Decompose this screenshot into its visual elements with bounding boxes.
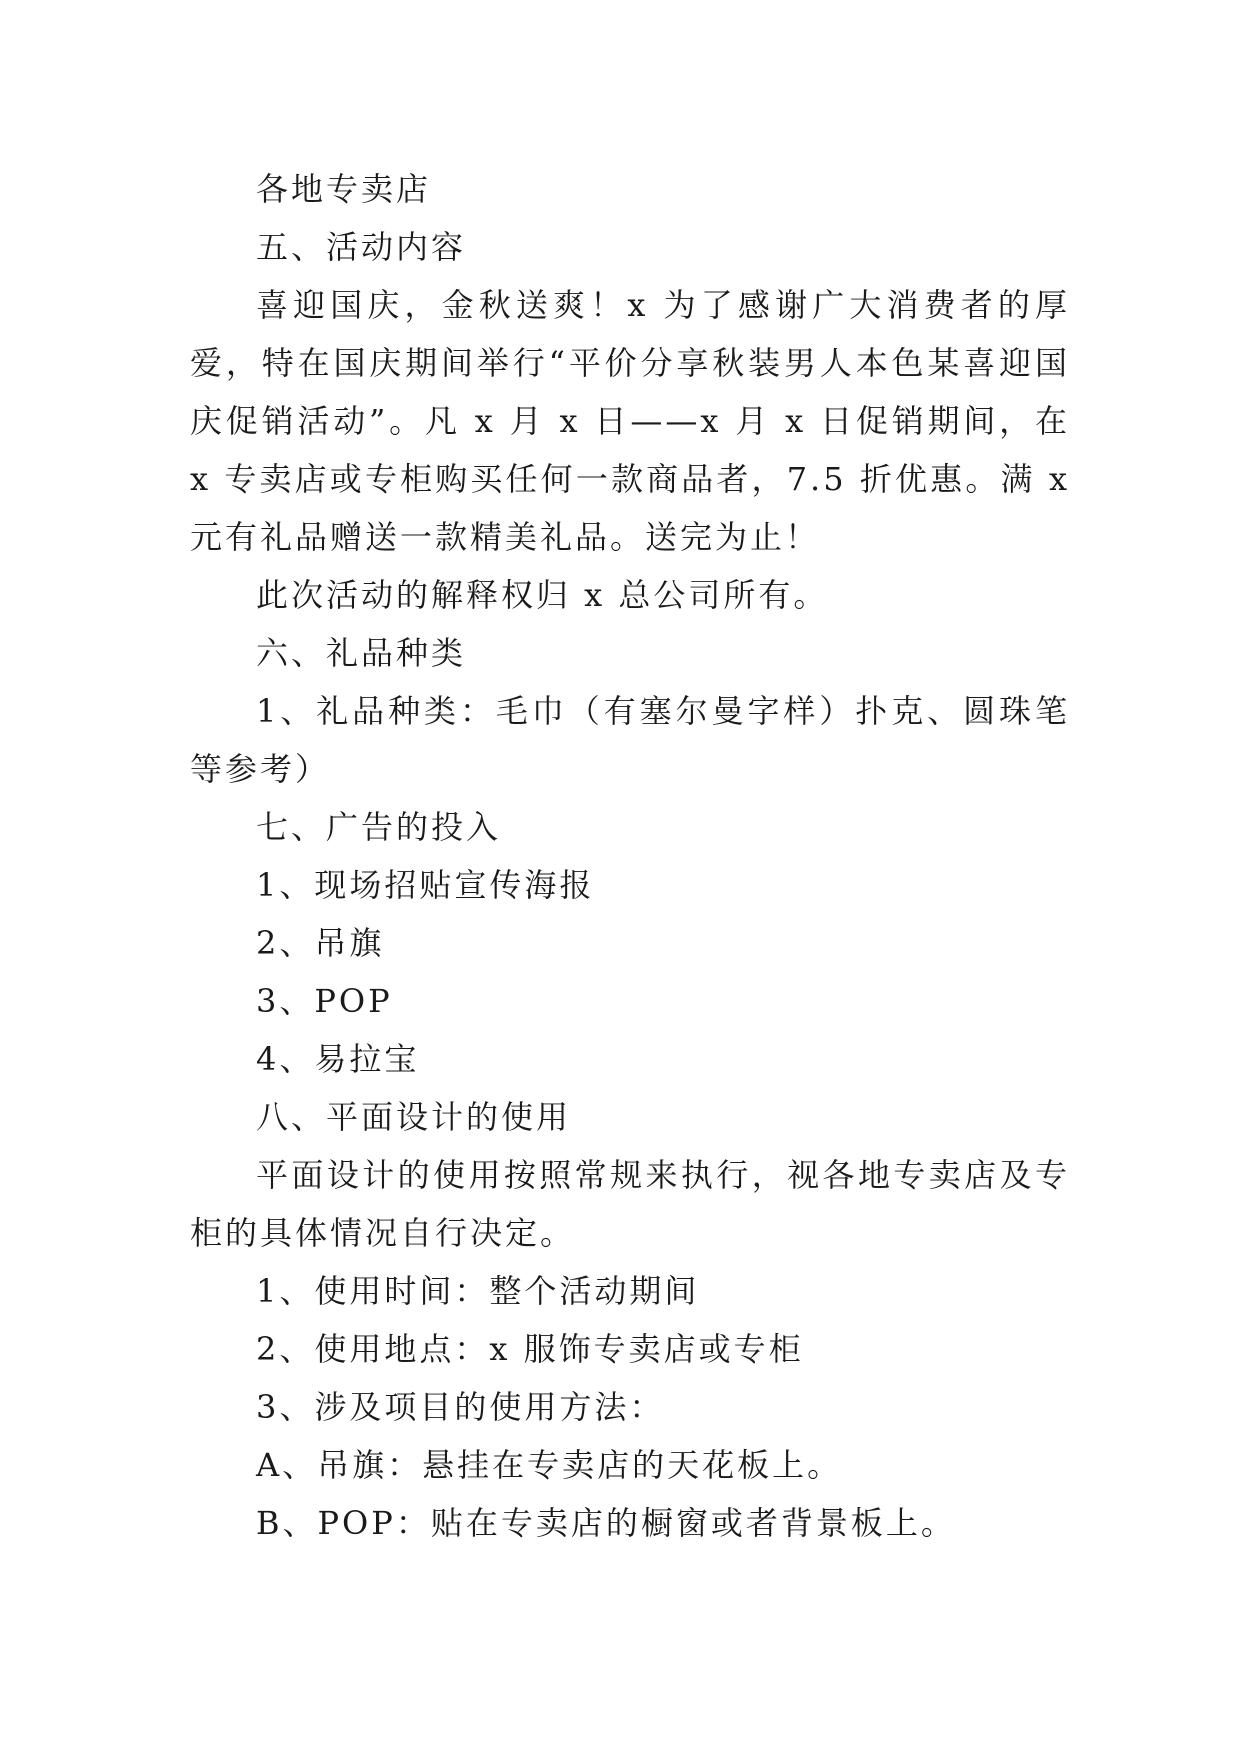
paragraph-gift-list: 1、礼品种类：毛巾（有塞尔曼字样）扑克、圆珠笔等参考） <box>190 692 1070 788</box>
list-item-banner-usage: A、吊旗：悬挂在专卖店的天花板上。 <box>256 1446 843 1484</box>
list-item-usage-method: 3、涉及项目的使用方法： <box>256 1388 665 1426</box>
paragraph-graphic-design: 平面设计的使用按照常规来执行，视各地专卖店及专柜的具体情况自行决定。 <box>190 1156 1070 1252</box>
list-item-pop-usage: B、POP：贴在专卖店的橱窗或者背景板上。 <box>256 1504 956 1542</box>
heading-activity-content: 五、活动内容 <box>256 228 467 266</box>
paragraph-activity-description: 喜迎国庆，金秋送爽！x 为了感谢广大消费者的厚爱，特在国庆期间举行“平价分享秋装男人本色某喜迎国庆促销活动”。凡 x 月 x 日——x 月 x 日促销期间，在 x 专卖店或专柜购买任何一款商品者，7.5 折优惠。满 x 元有礼品赠送一款精美礼品。送完为止！ <box>190 286 1070 556</box>
list-item-pop: 3、POP <box>256 982 393 1020</box>
list-item-usage-time: 1、使用时间：整个活动期间 <box>256 1272 700 1310</box>
paragraph-stores: 各地专卖店 <box>256 170 432 208</box>
list-item-rollup: 4、易拉宝 <box>256 1040 420 1078</box>
heading-advertising: 七、广告的投入 <box>256 808 502 846</box>
list-item-banner: 2、吊旗 <box>256 924 385 962</box>
paragraph-interpretation-right: 此次活动的解释权归 x 总公司所有。 <box>256 576 829 614</box>
heading-gift-types: 六、礼品种类 <box>256 634 467 672</box>
list-item-usage-location: 2、使用地点：x 服饰专卖店或专柜 <box>256 1330 804 1368</box>
document-body <box>190 160 1070 1552</box>
heading-graphic-design: 八、平面设计的使用 <box>256 1098 572 1136</box>
list-item-poster: 1、现场招贴宣传海报 <box>256 866 595 904</box>
